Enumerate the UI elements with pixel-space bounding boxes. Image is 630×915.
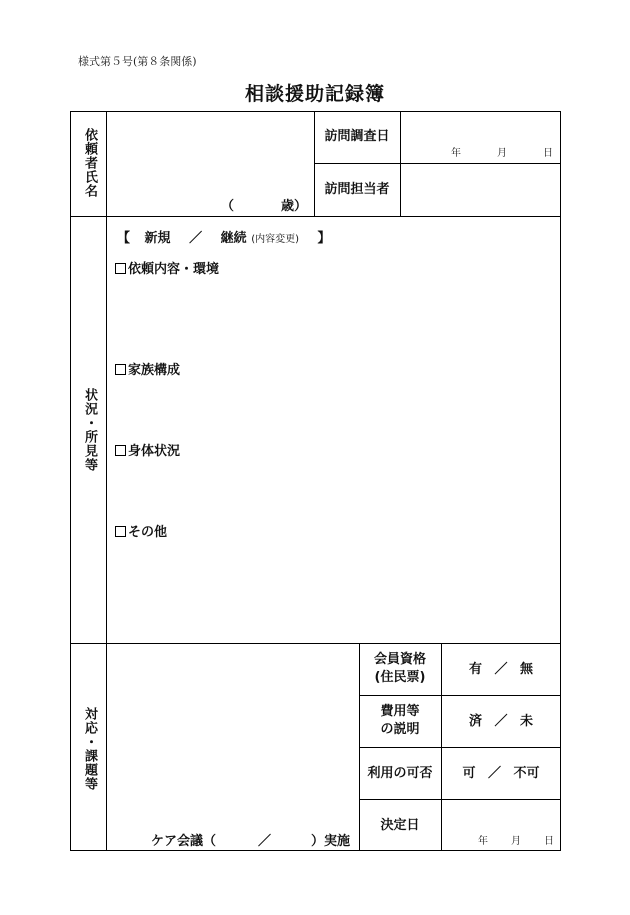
fee-explanation-value[interactable]: 済 ／ 未 (468, 714, 534, 729)
divider (359, 747, 561, 748)
status-item-request[interactable]: 依頼内容・環境 (115, 261, 219, 279)
case-new[interactable]: 新規 (144, 231, 171, 246)
status-label: 状況・所見等 (82, 388, 97, 472)
slash: ／ (189, 231, 203, 246)
age-close: 歳） (281, 199, 308, 214)
case-continue-note: (内容変更) (251, 234, 299, 245)
visit-date-year: 年 (451, 148, 461, 159)
visit-date-label: 訪問調査日 (324, 129, 390, 144)
decision-date-day: 日 (544, 836, 554, 847)
membership-value[interactable]: 有 ／ 無 (468, 662, 534, 677)
age-open: （ (221, 199, 235, 214)
checkbox-icon[interactable] (115, 445, 126, 456)
fee-explanation-label: 費用等 の説明 (380, 704, 420, 737)
status-item-body[interactable]: 身体状況 (115, 443, 180, 461)
form-number: 様式第５号(第８条関係) (78, 55, 197, 68)
response-notes-field[interactable] (108, 645, 358, 825)
usage-eligibility-label: 利用の可否 (367, 766, 433, 781)
care-meeting: ケア会議（ ／ ）実施 (151, 834, 351, 849)
decision-date-field[interactable] (443, 801, 559, 849)
bracket-open: 【 (117, 231, 131, 246)
divider (400, 111, 401, 216)
status-item-family[interactable]: 家族構成 (115, 362, 180, 380)
usage-eligibility-value[interactable]: 可 ／ 不可 (462, 766, 540, 781)
status-item-other[interactable]: その他 (115, 524, 167, 542)
divider (106, 111, 107, 851)
case-continue[interactable]: 継続 (220, 231, 247, 246)
client-name-label: 依頼者氏名 (82, 128, 97, 198)
checkbox-icon[interactable] (115, 526, 126, 537)
divider (314, 163, 561, 164)
visit-staff-label: 訪問担当者 (324, 182, 390, 197)
visit-staff-field[interactable] (402, 165, 559, 215)
decision-date-month: 月 (511, 836, 521, 847)
divider (359, 695, 561, 696)
visit-date-day: 日 (543, 148, 553, 159)
page-title: 相談援助記録簿 (244, 83, 385, 105)
checkbox-icon[interactable] (115, 364, 126, 375)
case-type-row (117, 230, 331, 248)
decision-date-label: 決定日 (380, 818, 420, 833)
checkbox-icon[interactable] (115, 263, 126, 274)
divider (359, 799, 561, 800)
visit-date-month: 月 (497, 148, 507, 159)
membership-label: 会員資格 (住民票) (373, 652, 426, 685)
decision-date-year: 年 (478, 836, 488, 847)
response-label: 対応・課題等 (82, 707, 97, 791)
divider (314, 111, 315, 216)
bracket-close: 】 (317, 231, 331, 246)
divider (70, 643, 561, 644)
visit-date-field[interactable] (402, 113, 559, 162)
divider (70, 216, 561, 217)
